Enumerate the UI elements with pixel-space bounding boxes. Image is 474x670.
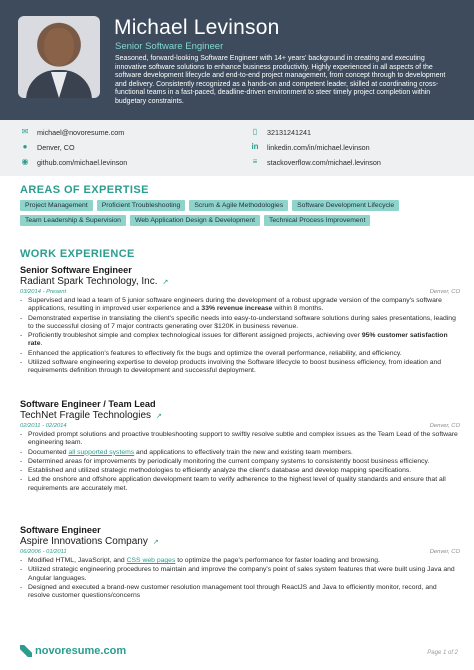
inline-link[interactable]: all supported systems (68, 448, 135, 456)
skill-tag: Software Development Lifecycle (292, 200, 399, 211)
experience-heading: WORK EXPERIENCE (20, 248, 135, 260)
external-link-icon[interactable]: ↗ (152, 538, 159, 546)
job-meta (20, 289, 460, 295)
job-bullets (20, 431, 460, 493)
contact-location-text: Denver, CO (37, 142, 75, 152)
job-meta (20, 423, 460, 429)
photo-face (44, 28, 74, 66)
external-link-icon[interactable]: ↗ (156, 412, 162, 420)
job-bullet: - Supervised and lead a team of 5 junior software engineers during the development of a robust upgrade version of the company's software applications, resulting in improved user experience and a 33% revenue increase within 8 months. (20, 297, 460, 314)
job-bullet: - Utilized strategic engineering procedures to maintain and improve the company's point of sales system features that were built using Java and Angular languages. (20, 566, 460, 583)
job-entry (20, 525, 460, 601)
footer-brand: novoresume (35, 645, 101, 657)
job-entry (20, 399, 460, 494)
contact-stackoverflow-text: stackoverflow.com/michael.levinson (267, 157, 381, 167)
linkedin-icon: in (251, 142, 259, 151)
location-pin-icon: ● (22, 142, 28, 151)
job-entry (20, 265, 460, 377)
job-bullets (20, 297, 460, 376)
contact-stackoverflow[interactable] (250, 157, 381, 167)
inline-link[interactable]: CSS web pages (126, 557, 176, 564)
candidate-title: Senior Software Engineer (115, 41, 224, 52)
job-location: Denver, CO (429, 549, 460, 555)
job-location: Denver, CO (429, 289, 460, 295)
contact-phone[interactable] (250, 127, 311, 137)
job-title: Software Engineer / Team Lead (20, 399, 156, 409)
resume-header (0, 0, 474, 120)
contact-location (20, 142, 75, 152)
contact-github-text: github.com/michael.levinson (37, 157, 128, 167)
job-dates: 03/2014 - Present (20, 289, 67, 295)
job-bullet: - Determined areas for improvements by periodically monitoring the current company systems to consistently boost business efficiency. (20, 458, 460, 466)
job-bullet: - Modified HTML, JavaScript, and CSS web pages to optimize the page's performance for faster loading and browsing. (20, 557, 460, 565)
job-company[interactable] (20, 276, 460, 287)
expertise-heading: AREAS OF EXPERTISE (20, 184, 149, 196)
job-meta (20, 549, 460, 555)
external-link-icon[interactable]: ↗ (162, 278, 169, 286)
job-bullet: - Enhanced the application's features to effectively fix the bugs and optimize the overall performance, reliability, and efficiency. (20, 350, 460, 358)
contact-email-text: michael@novoresume.com (37, 127, 125, 137)
profile-photo (18, 16, 100, 98)
footer-tld: .com (100, 645, 127, 657)
job-bullets (20, 557, 460, 600)
contact-phone-text: 32131241241 (267, 127, 311, 137)
job-company[interactable] (20, 536, 460, 547)
job-bullet: - Established and utilized strategic methodologies to efficiently analyze the client's database and develop mapping specifications. (20, 467, 460, 475)
job-bullet: - Demonstrated expertise in translating the client's specific needs into easy-to-understand software solutions during sales presentations, leading to the successful closing of 7 major contracts generating over $120K in business revenue. (20, 315, 460, 332)
skill-tag: Project Management (20, 200, 93, 211)
job-bullet: - Designed and executed a brand-new customer resolution management tool through ReactJS and Java to efficiently monitor, record, and resolve customer questions/concerns (20, 584, 460, 601)
contact-linkedin-text: linkedin.com/in/michael.levinson (267, 142, 370, 152)
job-bullet: - Utilized software engineering expertise to develop products involving the Software lifecycle to boost business efficiency, from ideation and requirements definition through to development and successful deployment. (20, 359, 460, 376)
summary-text: Seasoned, forward-looking Software Engineer with 14+ years' background in creating and executing innovative software solutions to enhance business productivity. Highly experienced in all aspects of the software development lifecycle and end-to-end project management, from concept through to development and delivery. Consistently recognized as a hands-on and competent leader, skilled at coordinating cross-functional teams in a fast-paced, deadline-driven environment to steer timely project completion within budgetary constraints. (115, 55, 446, 105)
skill-tag: Web Application Design & Development (130, 215, 260, 226)
contact-linkedin[interactable] (250, 142, 370, 152)
job-location: Denver, CO (429, 423, 460, 429)
skill-tag: Technical Process Improvement (264, 215, 370, 226)
skills-row-2 (20, 215, 460, 226)
contact-email[interactable] (20, 127, 124, 137)
skills-row-1 (20, 200, 460, 211)
novoresume-logo[interactable] (20, 645, 126, 657)
job-company-name: Aspire Innovations Company (20, 536, 148, 547)
job-company-name: TechNet Fragile Technologies (20, 410, 152, 421)
job-bullet: - Provided prompt solutions and proactive troubleshooting support to swiftly resolve subtle and complex issues as the Team Lead of the software engineering team. (20, 431, 460, 448)
contact-github[interactable] (20, 157, 127, 167)
skill-tag: Scrum & Agile Methodologies (189, 200, 288, 211)
job-bullet: - Proficiently troubleshot simple and complex technological issues for different assigned projects, achieving over 95% customer satisfaction rate. (20, 332, 460, 349)
job-bullet: - Documented all supported systems and applications to effectively train the new and existing team members. (20, 449, 460, 457)
job-title: Senior Software Engineer (20, 265, 132, 275)
job-title: Software Engineer (20, 525, 101, 535)
job-dates: 06/2006 - 01/2011 (20, 549, 67, 555)
skill-tag: Team Leadership & Supervision (20, 215, 126, 226)
stackoverflow-icon: ≡ (252, 157, 258, 166)
candidate-name: Michael Levinson (114, 16, 280, 39)
skill-tag: Proficient Troubleshooting (97, 200, 186, 211)
job-company[interactable] (20, 410, 460, 421)
github-icon: ◉ (21, 157, 29, 166)
job-dates: 02/2011 - 02/2014 (20, 423, 67, 429)
email-icon: ✉ (21, 127, 29, 136)
job-company-name: Radiant Spark Technology, Inc. (20, 276, 158, 287)
page-number: Page 1 of 2 (427, 650, 458, 656)
job-bullet: - Led the onshore and offshore application development team to verify adherence to the highest level of quality standards and ensure that all requirements are accurately met. (20, 476, 460, 493)
contact-bar (0, 120, 474, 176)
novoresume-logo-icon (20, 645, 32, 657)
phone-icon: ▯ (252, 127, 258, 136)
skills-list (20, 200, 460, 230)
